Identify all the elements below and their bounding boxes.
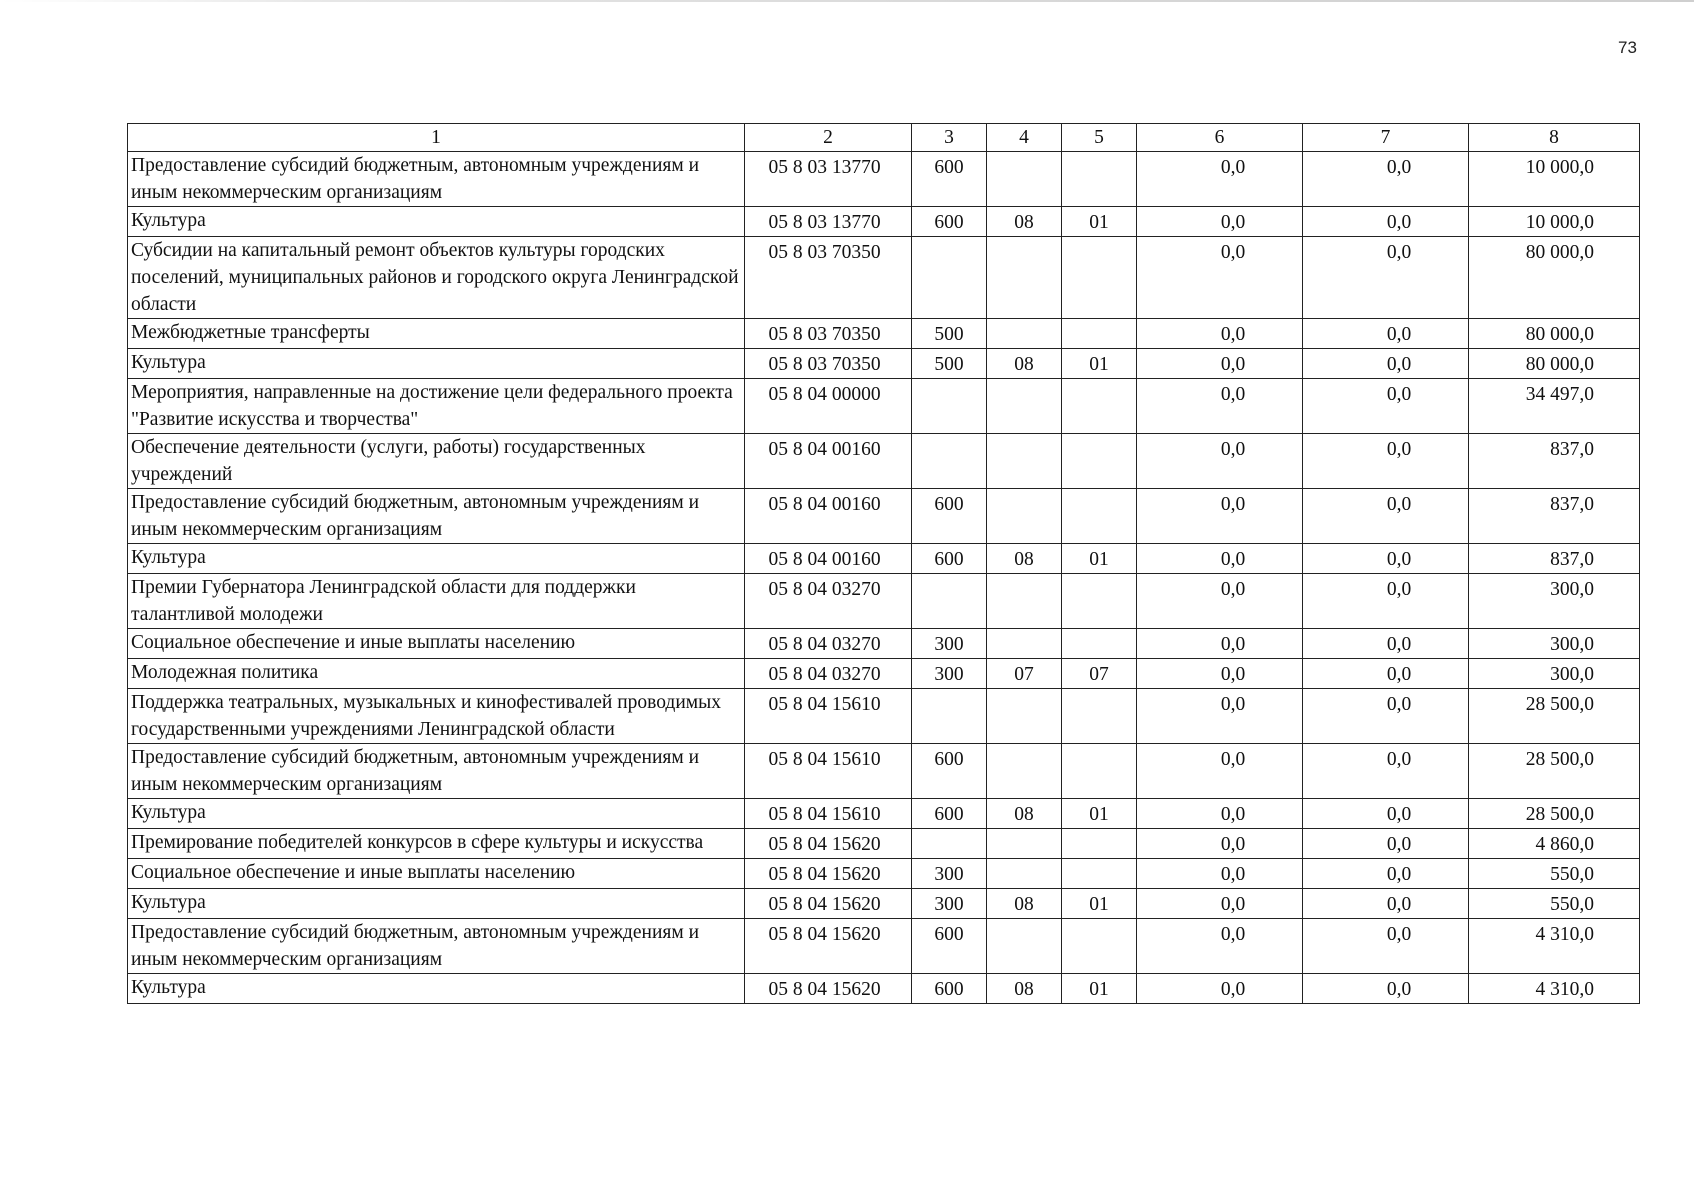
- row-code: 05 8 04 00160: [745, 434, 912, 489]
- row-code: 05 8 04 00160: [745, 489, 912, 544]
- header-col-1: 1: [128, 124, 745, 152]
- row-value-col8: 80 000,0: [1469, 319, 1640, 349]
- row-value-col6: 0,0: [1137, 659, 1303, 689]
- row-subsection: [1062, 379, 1137, 434]
- table-row: [128, 544, 1640, 574]
- row-expense-type: [912, 829, 987, 859]
- row-value-col7: 0,0: [1303, 152, 1469, 207]
- table-row: [128, 659, 1640, 689]
- row-value-col7: 0,0: [1303, 574, 1469, 629]
- row-subsection: [1062, 629, 1137, 659]
- row-section: 08: [987, 974, 1062, 1004]
- row-section: [987, 152, 1062, 207]
- row-expense-type: 300: [912, 859, 987, 889]
- row-name: Культура: [128, 889, 745, 919]
- row-expense-type: [912, 574, 987, 629]
- table-row: [128, 319, 1640, 349]
- table-row: [128, 379, 1640, 434]
- row-value-col7: 0,0: [1303, 799, 1469, 829]
- row-code: 05 8 04 15620: [745, 919, 912, 974]
- row-code: 05 8 04 15620: [745, 889, 912, 919]
- row-section: [987, 237, 1062, 319]
- row-value-col8: 550,0: [1469, 889, 1640, 919]
- row-code: 05 8 04 03270: [745, 629, 912, 659]
- row-value-col6: 0,0: [1137, 974, 1303, 1004]
- row-value-col8: 28 500,0: [1469, 744, 1640, 799]
- row-value-col6: 0,0: [1137, 349, 1303, 379]
- row-code: 05 8 03 70350: [745, 237, 912, 319]
- header-col-4: 4: [987, 124, 1062, 152]
- row-subsection: 07: [1062, 659, 1137, 689]
- row-subsection: [1062, 574, 1137, 629]
- row-value-col8: 80 000,0: [1469, 237, 1640, 319]
- row-expense-type: 500: [912, 349, 987, 379]
- row-section: [987, 319, 1062, 349]
- row-value-col7: 0,0: [1303, 629, 1469, 659]
- row-section: [987, 379, 1062, 434]
- table-row: [128, 799, 1640, 829]
- row-value-col6: 0,0: [1137, 489, 1303, 544]
- row-expense-type: 600: [912, 974, 987, 1004]
- row-value-col6: 0,0: [1137, 889, 1303, 919]
- row-value-col7: 0,0: [1303, 237, 1469, 319]
- row-subsection: [1062, 689, 1137, 744]
- table-row: [128, 574, 1640, 629]
- row-subsection: 01: [1062, 207, 1137, 237]
- row-value-col8: 550,0: [1469, 859, 1640, 889]
- row-section: 07: [987, 659, 1062, 689]
- row-section: [987, 434, 1062, 489]
- row-name: Предоставление субсидий бюджетным, автономным учреждениям и иным некоммерческим организациям: [128, 152, 745, 207]
- row-code: 05 8 04 15610: [745, 744, 912, 799]
- row-name: Социальное обеспечение и иные выплаты населению: [128, 859, 745, 889]
- row-expense-type: 600: [912, 799, 987, 829]
- page-number: 73: [1618, 38, 1637, 57]
- table-row: [128, 689, 1640, 744]
- row-name: Молодежная политика: [128, 659, 745, 689]
- row-value-col7: 0,0: [1303, 889, 1469, 919]
- row-value-col6: 0,0: [1137, 919, 1303, 974]
- row-subsection: 01: [1062, 799, 1137, 829]
- header-col-2: 2: [745, 124, 912, 152]
- row-value-col6: 0,0: [1137, 629, 1303, 659]
- row-subsection: [1062, 434, 1137, 489]
- row-code: 05 8 04 15620: [745, 859, 912, 889]
- row-value-col6: 0,0: [1137, 152, 1303, 207]
- row-expense-type: [912, 434, 987, 489]
- row-value-col8: 4 860,0: [1469, 829, 1640, 859]
- row-subsection: [1062, 919, 1137, 974]
- row-value-col6: 0,0: [1137, 744, 1303, 799]
- row-code: 05 8 04 03270: [745, 659, 912, 689]
- row-value-col8: 837,0: [1469, 434, 1640, 489]
- table-row: [128, 207, 1640, 237]
- row-code: 05 8 04 00160: [745, 544, 912, 574]
- row-section: [987, 744, 1062, 799]
- row-value-col8: 10 000,0: [1469, 207, 1640, 237]
- row-value-col7: 0,0: [1303, 744, 1469, 799]
- row-value-col6: 0,0: [1137, 319, 1303, 349]
- row-name: Поддержка театральных, музыкальных и кинофестивалей проводимых государственными учреждениями Ленинградской области: [128, 689, 745, 744]
- row-code: 05 8 03 70350: [745, 349, 912, 379]
- row-value-col8: 837,0: [1469, 489, 1640, 544]
- row-value-col8: 34 497,0: [1469, 379, 1640, 434]
- row-code: 05 8 04 15610: [745, 799, 912, 829]
- row-value-col7: 0,0: [1303, 859, 1469, 889]
- table-row: [128, 152, 1640, 207]
- row-value-col8: 837,0: [1469, 544, 1640, 574]
- row-section: [987, 689, 1062, 744]
- row-expense-type: 300: [912, 889, 987, 919]
- row-subsection: 01: [1062, 889, 1137, 919]
- row-value-col6: 0,0: [1137, 574, 1303, 629]
- row-name: Субсидии на капитальный ремонт объектов культуры городских поселений, муниципальных районов и городского округа Ленинградской области: [128, 237, 745, 319]
- row-value-col7: 0,0: [1303, 544, 1469, 574]
- row-section: [987, 629, 1062, 659]
- row-value-col7: 0,0: [1303, 349, 1469, 379]
- row-code: 05 8 04 15620: [745, 974, 912, 1004]
- row-subsection: [1062, 489, 1137, 544]
- row-code: 05 8 04 15620: [745, 829, 912, 859]
- row-name: Предоставление субсидий бюджетным, автономным учреждениям и иным некоммерческим организациям: [128, 489, 745, 544]
- row-subsection: [1062, 744, 1137, 799]
- row-section: [987, 919, 1062, 974]
- row-value-col6: 0,0: [1137, 799, 1303, 829]
- header-col-5: 5: [1062, 124, 1137, 152]
- row-value-col7: 0,0: [1303, 434, 1469, 489]
- table-row: [128, 744, 1640, 799]
- row-value-col8: 4 310,0: [1469, 919, 1640, 974]
- row-value-col6: 0,0: [1137, 829, 1303, 859]
- table-row: [128, 489, 1640, 544]
- table-row: [128, 434, 1640, 489]
- row-expense-type: 500: [912, 319, 987, 349]
- row-value-col6: 0,0: [1137, 237, 1303, 319]
- row-name: Межбюджетные трансферты: [128, 319, 745, 349]
- budget-table: [127, 123, 1640, 1004]
- row-value-col8: 80 000,0: [1469, 349, 1640, 379]
- header-col-7: 7: [1303, 124, 1469, 152]
- row-value-col8: 28 500,0: [1469, 799, 1640, 829]
- row-section: [987, 574, 1062, 629]
- row-section: [987, 829, 1062, 859]
- row-name: Предоставление субсидий бюджетным, автономным учреждениям и иным некоммерческим организациям: [128, 919, 745, 974]
- row-section: [987, 859, 1062, 889]
- row-value-col6: 0,0: [1137, 207, 1303, 237]
- row-name: Культура: [128, 544, 745, 574]
- table-row: [128, 629, 1640, 659]
- row-section: 08: [987, 544, 1062, 574]
- row-name: Культура: [128, 207, 745, 237]
- row-subsection: 01: [1062, 544, 1137, 574]
- table-row: [128, 349, 1640, 379]
- row-code: 05 8 04 15610: [745, 689, 912, 744]
- table-row: [128, 974, 1640, 1004]
- row-subsection: [1062, 152, 1137, 207]
- table-row: [128, 919, 1640, 974]
- row-value-col6: 0,0: [1137, 544, 1303, 574]
- row-section: 08: [987, 207, 1062, 237]
- table-row: [128, 829, 1640, 859]
- row-value-col6: 0,0: [1137, 379, 1303, 434]
- row-code: 05 8 03 13770: [745, 152, 912, 207]
- table-row: [128, 237, 1640, 319]
- row-value-col7: 0,0: [1303, 207, 1469, 237]
- row-expense-type: [912, 379, 987, 434]
- row-value-col8: 300,0: [1469, 574, 1640, 629]
- row-expense-type: 600: [912, 544, 987, 574]
- row-subsection: [1062, 319, 1137, 349]
- row-expense-type: 600: [912, 489, 987, 544]
- row-value-col6: 0,0: [1137, 689, 1303, 744]
- row-value-col8: 4 310,0: [1469, 974, 1640, 1004]
- row-name: Культура: [128, 349, 745, 379]
- row-value-col6: 0,0: [1137, 434, 1303, 489]
- row-value-col7: 0,0: [1303, 489, 1469, 544]
- row-name: Культура: [128, 799, 745, 829]
- row-value-col6: 0,0: [1137, 859, 1303, 889]
- row-expense-type: [912, 689, 987, 744]
- header-col-6: 6: [1137, 124, 1303, 152]
- row-name: Предоставление субсидий бюджетным, автономным учреждениям и иным некоммерческим организациям: [128, 744, 745, 799]
- row-value-col8: 28 500,0: [1469, 689, 1640, 744]
- row-expense-type: 600: [912, 744, 987, 799]
- row-subsection: 01: [1062, 974, 1137, 1004]
- row-subsection: [1062, 829, 1137, 859]
- row-value-col7: 0,0: [1303, 689, 1469, 744]
- table-row: [128, 859, 1640, 889]
- row-section: 08: [987, 889, 1062, 919]
- table-header: [128, 124, 1640, 152]
- row-subsection: [1062, 237, 1137, 319]
- row-value-col7: 0,0: [1303, 319, 1469, 349]
- header-col-8: 8: [1469, 124, 1640, 152]
- row-section: 08: [987, 799, 1062, 829]
- row-expense-type: 600: [912, 207, 987, 237]
- scan-edge: [0, 0, 1694, 2]
- row-expense-type: 300: [912, 659, 987, 689]
- row-code: 05 8 04 00000: [745, 379, 912, 434]
- row-code: 05 8 03 13770: [745, 207, 912, 237]
- row-subsection: [1062, 859, 1137, 889]
- table-body: [128, 152, 1640, 1004]
- row-code: 05 8 03 70350: [745, 319, 912, 349]
- row-subsection: 01: [1062, 349, 1137, 379]
- row-section: 08: [987, 349, 1062, 379]
- row-name: Культура: [128, 974, 745, 1004]
- row-section: [987, 489, 1062, 544]
- row-expense-type: 300: [912, 629, 987, 659]
- row-value-col8: 10 000,0: [1469, 152, 1640, 207]
- row-expense-type: [912, 237, 987, 319]
- row-name: Обеспечение деятельности (услуги, работы) государственных учреждений: [128, 434, 745, 489]
- row-name: Мероприятия, направленные на достижение цели федерального проекта "Развитие искусства и творчества": [128, 379, 745, 434]
- table-row: [128, 889, 1640, 919]
- row-value-col7: 0,0: [1303, 659, 1469, 689]
- header-row: [128, 124, 1640, 152]
- row-name: Социальное обеспечение и иные выплаты населению: [128, 629, 745, 659]
- row-value-col7: 0,0: [1303, 919, 1469, 974]
- row-value-col8: 300,0: [1469, 659, 1640, 689]
- row-value-col8: 300,0: [1469, 629, 1640, 659]
- row-value-col7: 0,0: [1303, 974, 1469, 1004]
- row-expense-type: 600: [912, 152, 987, 207]
- row-value-col7: 0,0: [1303, 829, 1469, 859]
- row-name: Премии Губернатора Ленинградской области для поддержки талантливой молодежи: [128, 574, 745, 629]
- row-code: 05 8 04 03270: [745, 574, 912, 629]
- row-name: Премирование победителей конкурсов в сфере культуры и искусства: [128, 829, 745, 859]
- header-col-3: 3: [912, 124, 987, 152]
- row-value-col7: 0,0: [1303, 379, 1469, 434]
- row-expense-type: 600: [912, 919, 987, 974]
